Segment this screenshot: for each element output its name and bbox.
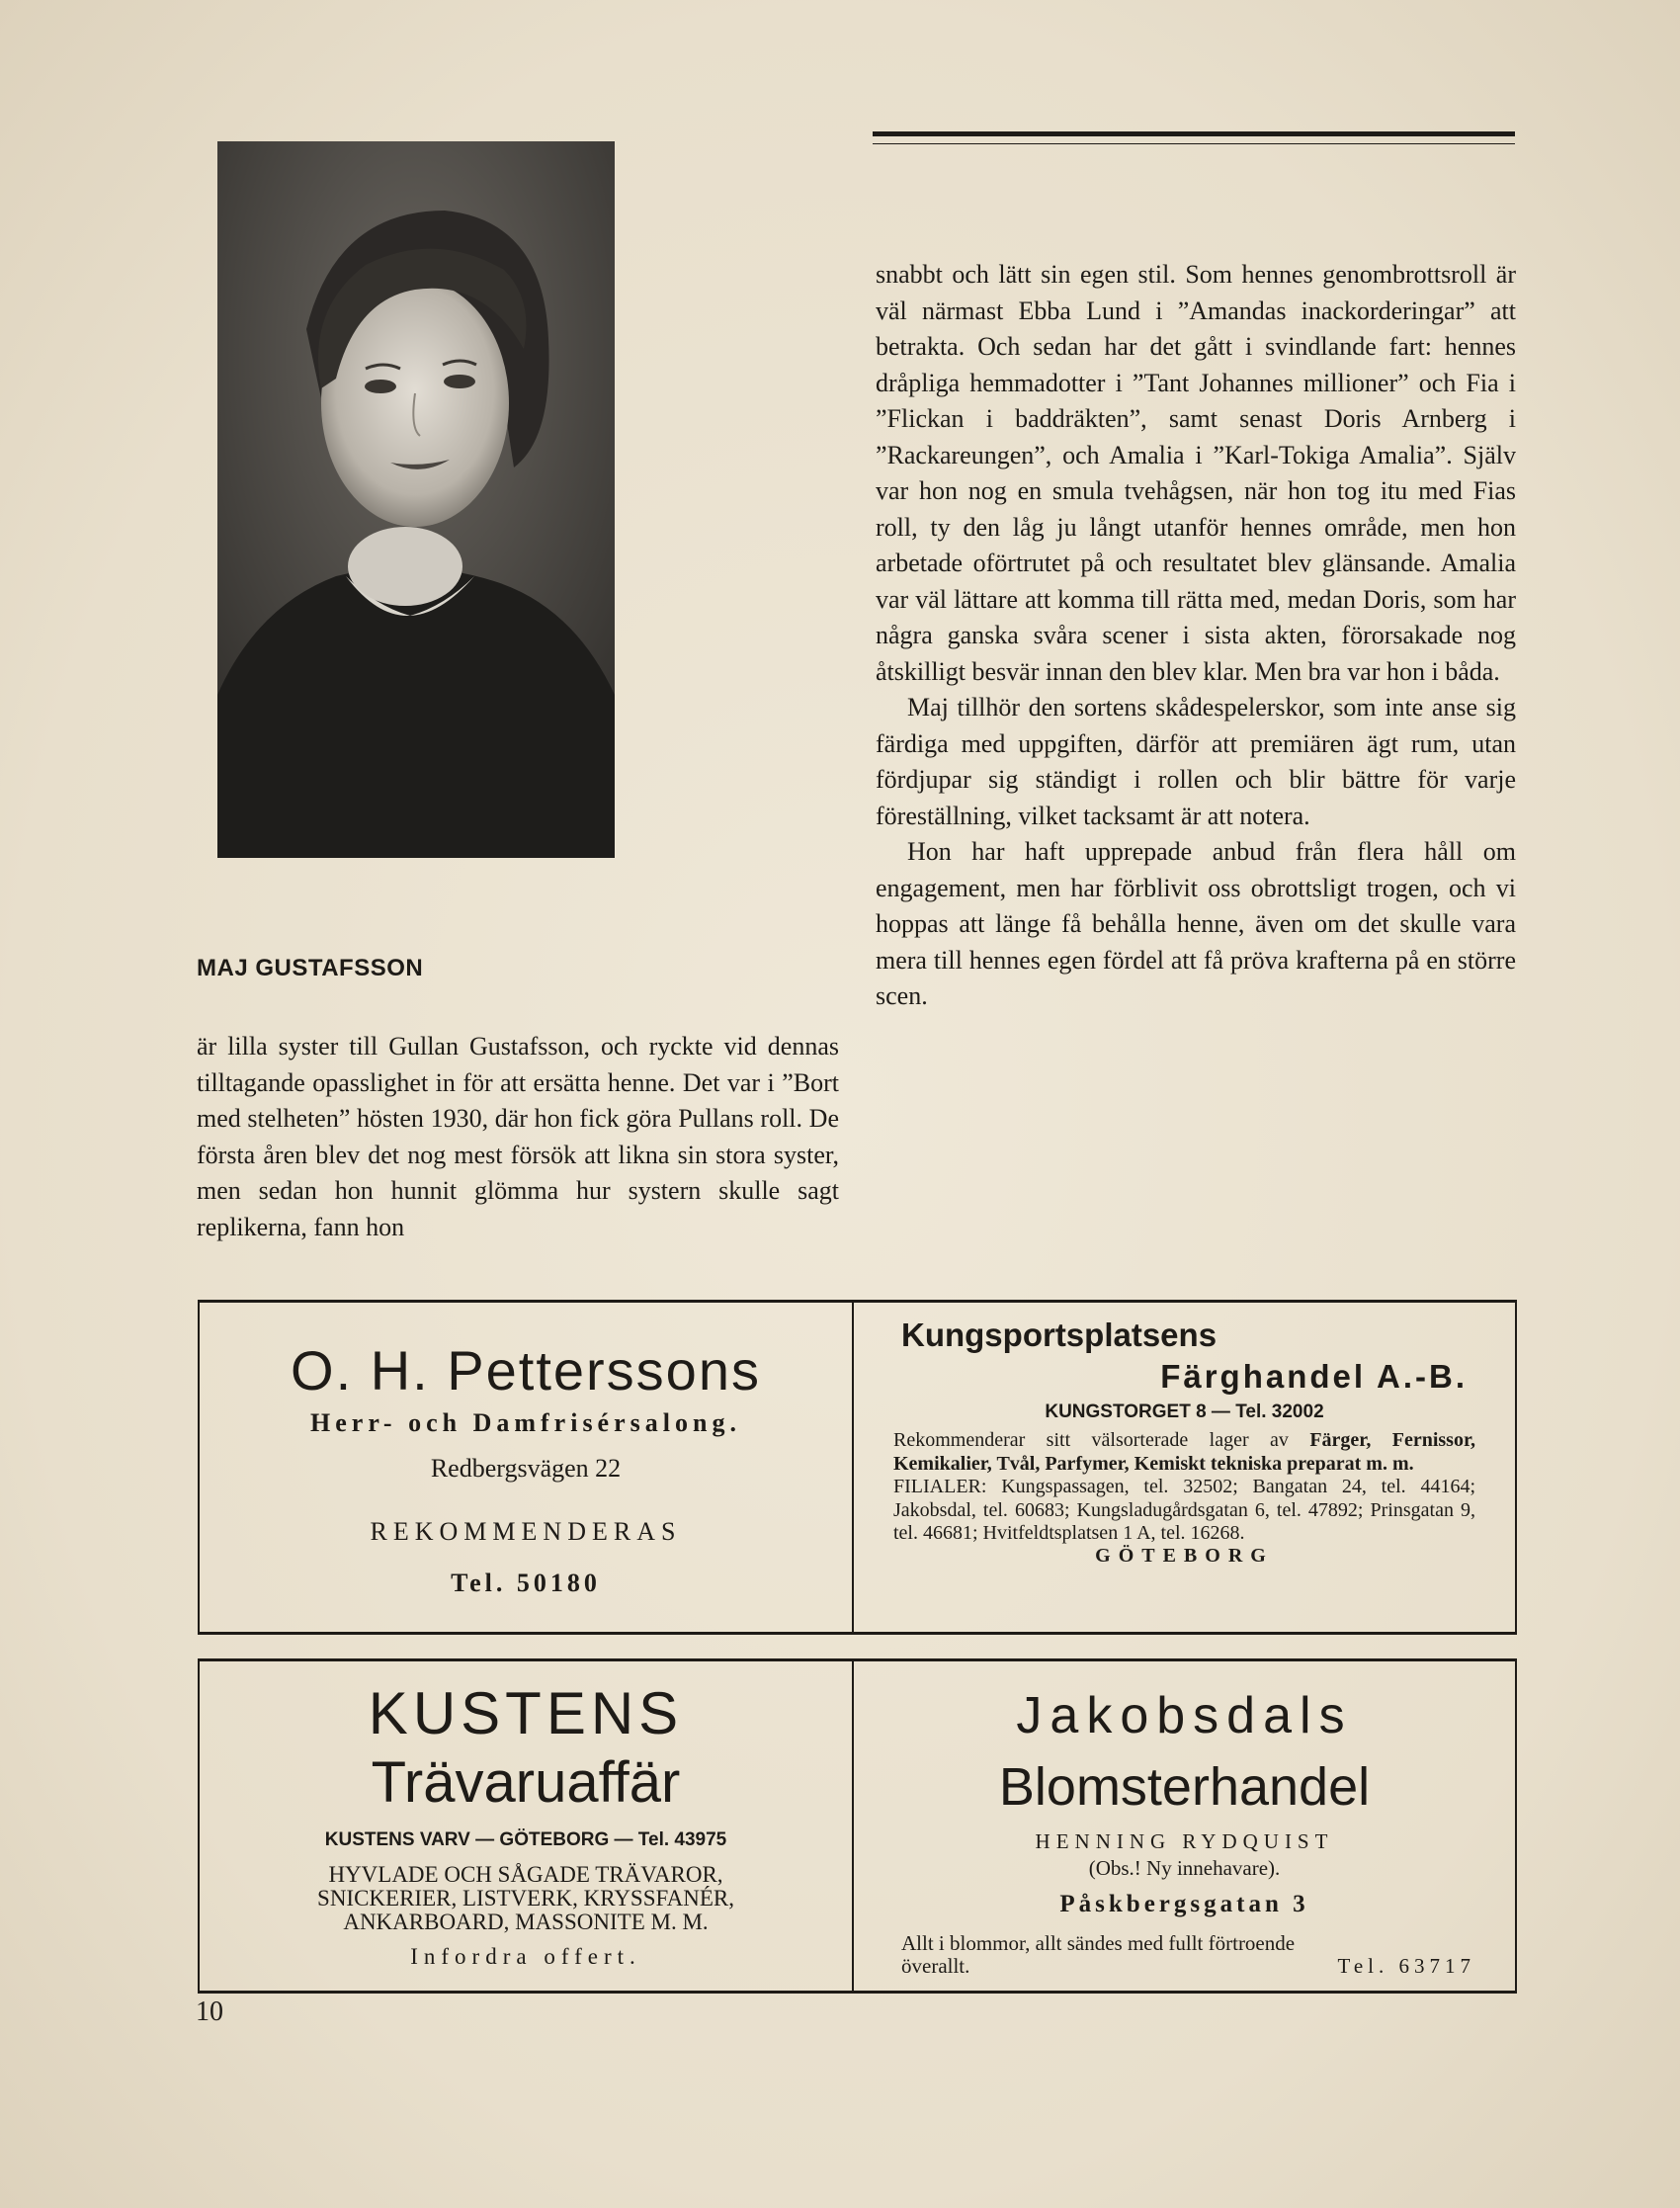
ad-title: O. H. Petterssons <box>291 1339 761 1401</box>
ad-body-line: Allt i blommor, allt sändes med fullt förtroende <box>901 1931 1296 1955</box>
ad-body-products: Färger, Fernissor, Kemikalier, Tvål, Parfymer, Kemiskt tekniska preparat m. m. <box>893 1429 1475 1475</box>
ad-title: Jakobsdals <box>1016 1687 1353 1744</box>
ad-address: KUNGSTORGET 8 — Tel. 32002 <box>1045 1401 1324 1422</box>
ad-recommend: REKOMMENDERAS <box>370 1517 682 1546</box>
ad-title-line2: Blomsterhandel <box>998 1757 1371 1817</box>
ad-body-end: överallt. <box>901 1954 970 1978</box>
ad-telephone: Tel. 50180 <box>451 1569 601 1597</box>
article-paragraph: Hon har haft upprepade anbud från flera håll om engagement, men har förblivit oss obrottsligt trogen, och vi hoppas att länge få behålla henne, även om det skulle vara mera till hennes egen fördel att få pröva krafterna på en större scen. <box>876 837 1516 1010</box>
ad-city: GÖTEBORG <box>1095 1544 1274 1567</box>
ad-telephone: Tel. 63717 <box>1337 1954 1475 1978</box>
ad-subtitle: Herr- och Damfrisérsalong. <box>310 1408 741 1437</box>
ad-owner: HENNING RYDQUIST <box>1035 1829 1334 1853</box>
ad-offer: Infordra offert. <box>410 1944 641 1969</box>
article-paragraph: är lilla syster till Gullan Gustafsson, och ryckte vid dennas tilltagande opasslighet in för att ersätta henne. Det var i ”Bort med stelheten” hösten 1930, där hon fick göra Pullans roll. De första åren blev det nog mest försök att likna sin stora syster, men sedan hon hunnit glömma hur systern skulle sagt replikerna, fann hon <box>197 1032 839 1241</box>
ad-row-top <box>198 1300 1517 1635</box>
ad-address: KUSTENS VARV — GÖTEBORG — Tel. 43975 <box>324 1829 727 1850</box>
page-number: 10 <box>196 1996 223 2027</box>
ad-body <box>901 1932 1475 1978</box>
ad-kustens <box>198 1661 854 1991</box>
article-heading: MAJ GUSTAFSSON <box>197 955 424 981</box>
ad-branches: FILIALER: Kungspassagen, tel. 32502; Bangatan 24, tel. 44164; Jakobsdal, tel. 60683; Kungsladugårdsgatan 6, tel. 47892; Prinsgatan 9, tel. 46681; Hvitfeldtsplatsen 1 A, tel. 16268. <box>893 1476 1475 1544</box>
article-paragraph: snabbt och lätt sin egen stil. Som hennes genombrottsroll är väl närmast Ebba Lund i ”Amandas inackorderingar” att betrakta. Och sedan har det gått i svindlande fart: hennes dråpliga hemmadotter i ”Tant Johannes millioner” och Fia i ”Flickan i baddräkten”, samt senast Doris Arnberg i ”Rackareungen”, och Amalia i ”Karl-Tokiga Amalia”. Själv var hon nog en smula tvehågsen, när hon tog itu med Fias roll, ty den låg ju långt utanför hennes område, men hon arbetade oförtrutet på och resultatet blev glänsande. Amalia var väl lättare att komma till rätta med, medan Doris, som har några ganska svåra scener i sista akten, förorsakade nog åtskilligt besvär innan den blev klar. Men bra var hon i båda. <box>876 260 1516 686</box>
ad-body <box>893 1429 1475 1546</box>
ad-kungsportsplatsens <box>854 1303 1517 1632</box>
portrait-image <box>217 141 615 858</box>
ad-title: Kungsportsplatsens <box>901 1316 1218 1353</box>
ad-title-line2: Trävaruaffär <box>371 1750 681 1815</box>
header-rule-thin <box>873 143 1515 144</box>
ad-product-line: HYVLADE OCH SÅGADE TRÄVAROR, <box>328 1862 723 1887</box>
ad-product-line: ANKARBOARD, MASSONITE M. M. <box>343 1910 709 1934</box>
ad-petterssons <box>198 1303 854 1632</box>
ad-product-line: SNICKERIER, LISTVERK, KRYSSFANÉR, <box>317 1886 734 1911</box>
ad-body-last-line <box>901 1955 1475 1978</box>
article-column-left <box>197 1029 839 1245</box>
ad-row-bottom <box>198 1658 1517 1994</box>
article-paragraph: Maj tillhör den sortens skådespelerskor, som inte anse sig färdiga med uppgiften, därför att premiären ägt rum, utan fördjupar sig ständigt i rollen och blir bättre för varje föreställning, vilket tacksamt är att notera. <box>876 693 1516 830</box>
ad-address: Redbergsvägen 22 <box>430 1454 622 1483</box>
header-rule-thick <box>873 131 1515 136</box>
article-column-right <box>876 257 1516 1015</box>
ad-title-line2: Färghandel A.-B. <box>1160 1358 1468 1395</box>
ad-product-list <box>200 1863 852 1934</box>
ad-jakobsdals <box>854 1661 1517 1991</box>
ad-title: KUSTENS <box>368 1680 684 1746</box>
ad-note: (Obs.! Ny innehavare). <box>1088 1856 1281 1880</box>
portrait-photo <box>217 141 615 858</box>
ad-address: Påskbergsgatan 3 <box>1059 1891 1309 1917</box>
ad-body-intro: Rekommenderar sitt välsorterade lager av <box>893 1429 1310 1451</box>
